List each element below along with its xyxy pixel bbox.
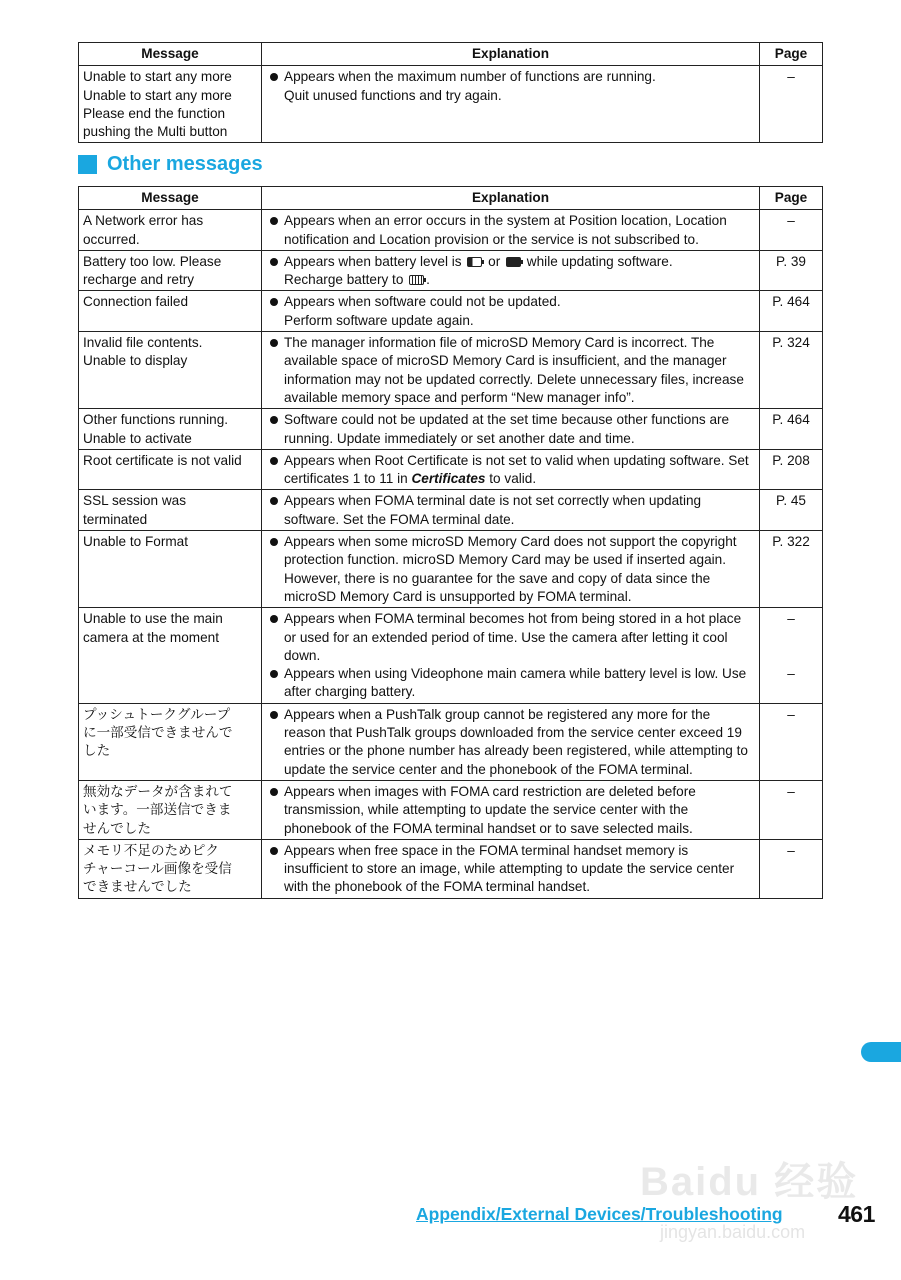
page-reference: –: [787, 783, 795, 799]
explanation-text: or: [488, 253, 501, 269]
page-cell: [760, 703, 823, 780]
header-page: Page: [760, 43, 823, 66]
table-row: [79, 291, 823, 332]
page-cell: [760, 531, 823, 608]
message-cell: Connection failed: [79, 291, 262, 332]
table-row: [79, 608, 823, 703]
page-reference: P. 324: [772, 335, 810, 351]
message-cell: Unable to use the main camera at the moment: [79, 608, 262, 703]
message-cell: SSL session was terminated: [79, 490, 262, 531]
table-row: [79, 449, 823, 490]
explanation-bullet: Appears when images with FOMA card restriction are deleted before transmission, while attempting to update the service center with the phonebook of the FOMA terminal handset or to save selected mails.: [268, 783, 753, 838]
explanation-text: Recharge battery to: [284, 272, 404, 288]
table-row: [79, 703, 823, 780]
explanation-text: to valid.: [489, 471, 537, 487]
page-reference: –: [787, 213, 795, 229]
table-row: [79, 839, 823, 898]
explanation-bullet: Appears when FOMA terminal becomes hot from being stored in a hot place or used for an extended period of time. Use the camera after letting it cool down.: [268, 610, 753, 665]
watermark-url: jingyan.baidu.com: [660, 1222, 806, 1242]
explanation-text: .: [426, 272, 430, 288]
explanation-cell: [262, 490, 760, 531]
page-number: 461: [838, 1201, 875, 1227]
explanation-cell: [262, 608, 760, 703]
page-cell: [760, 332, 823, 409]
explanation-text: while updating software.: [526, 253, 673, 269]
explanation-text: Appears when battery level is: [284, 253, 462, 269]
explanation-cell: [262, 531, 760, 608]
explanation-bullet: Appears when using Videophone main camera while battery level is low. Use after charging battery.: [268, 665, 753, 702]
other-messages-table: [78, 186, 823, 899]
explanation-cell: [262, 291, 760, 332]
section-heading: [78, 151, 263, 177]
page-reference: –: [787, 706, 795, 722]
page-reference: P. 208: [772, 452, 810, 468]
section-square-icon: [78, 155, 97, 174]
page-cell: [760, 608, 823, 703]
explanation-bullet: Software could not be updated at the set time because other functions are running. Update immediately or set another date and time.: [268, 411, 753, 448]
message-cell: Battery too low. Please recharge and retry: [79, 250, 262, 291]
header-explanation: Explanation: [262, 43, 760, 66]
explanation-cell: [262, 210, 760, 251]
explanation-cell: [262, 66, 760, 143]
page-cell: [760, 409, 823, 450]
table-row: [79, 490, 823, 531]
battery-full-icon: [409, 275, 424, 285]
page-cell: [760, 780, 823, 839]
page-reference: –: [787, 665, 795, 681]
chapter-tab: [861, 1042, 901, 1062]
explanation-cell: [262, 839, 760, 898]
explanation-cell: [262, 332, 760, 409]
page-reference: –: [787, 611, 795, 627]
section-title: Other messages: [107, 152, 263, 175]
explanation-bullet: Appears when some microSD Memory Card does not support the copyright protection function. microSD Memory Card may be used if inserted again. However, there is no guarantee for the save and copy of data since the microSD Memory Card is unsupported by FOMA terminal.: [268, 533, 753, 606]
message-cell: Other functions running. Unable to activate: [79, 409, 262, 450]
table-header-row: [79, 43, 823, 66]
explanation-bullet: Appears when an error occurs in the system at Position location, Location notification and Location provision or the service is not subscribed to.: [268, 212, 753, 249]
explanation-cell: [262, 780, 760, 839]
page-cell: [760, 449, 823, 490]
table-row: [79, 66, 823, 143]
page-reference: P. 39: [776, 253, 806, 269]
table-row: [79, 250, 823, 291]
table-row: [79, 332, 823, 409]
table-row: [79, 210, 823, 251]
explanation-bullet: Appears when the maximum number of functions are running. Quit unused functions and try again.: [268, 68, 753, 105]
message-cell: Unable to Format: [79, 531, 262, 608]
page-reference: P. 322: [772, 534, 810, 550]
message-cell: Unable to start any more Unable to start any more Please end the function pushing the Multi button: [79, 66, 262, 143]
header-page: Page: [760, 187, 823, 210]
page-cell: [760, 210, 823, 251]
table-row: [79, 531, 823, 608]
top-message-table: [78, 42, 823, 143]
explanation-bullet: [268, 253, 753, 290]
page-cell: [760, 490, 823, 531]
page-reference: –: [787, 842, 795, 858]
page-cell: [760, 291, 823, 332]
explanation-bullet: Appears when a PushTalk group cannot be registered any more for the reason that PushTalk groups downloaded from the service center exceed 19 entries or the phone number has already been registered, while attempting to update the service center and the phonebook of the FOMA terminal.: [268, 706, 753, 779]
explanation-cell: [262, 250, 760, 291]
message-cell: 無効なデータが含まれて います。一部送信できま せんでした: [79, 780, 262, 839]
message-cell: プッシュトークグループ に一部受信できませんで した: [79, 703, 262, 780]
explanation-bullet: Appears when software could not be updated. Perform software update again.: [268, 293, 753, 330]
table-row: [79, 409, 823, 450]
battery-level-0-icon: [506, 257, 521, 267]
message-cell: A Network error has occurred.: [79, 210, 262, 251]
page-reference: P. 464: [772, 294, 810, 310]
watermark-logo: Baidu 经验: [640, 1160, 859, 1204]
page-cell: [760, 250, 823, 291]
explanation-bullet: Appears when FOMA terminal date is not set correctly when updating software. Set the FOMA terminal date.: [268, 492, 753, 529]
certificates-menu-name: Certificates: [411, 471, 486, 487]
header-message: Message: [79, 43, 262, 66]
explanation-bullet: Appears when free space in the FOMA terminal handset memory is insufficient to store an image, while attempting to update the service center with the phonebook of the FOMA terminal handset.: [268, 842, 753, 897]
message-cell: メモリ不足のためピク チャーコール画像を受信 できませんでした: [79, 839, 262, 898]
header-message: Message: [79, 187, 262, 210]
explanation-bullet: [268, 452, 753, 489]
table-header-row: [79, 187, 823, 210]
page-cell: [760, 839, 823, 898]
footer-chapter-link[interactable]: Appendix/External Devices/Troubleshooting: [416, 1204, 783, 1224]
explanation-cell: [262, 703, 760, 780]
message-cell: Root certificate is not valid: [79, 449, 262, 490]
page-reference: P. 45: [776, 493, 806, 509]
page-reference: –: [787, 69, 795, 85]
page-cell: [760, 66, 823, 143]
message-cell: Invalid file contents. Unable to display: [79, 332, 262, 409]
explanation-cell: [262, 449, 760, 490]
explanation-cell: [262, 409, 760, 450]
header-explanation: Explanation: [262, 187, 760, 210]
explanation-bullet: The manager information file of microSD Memory Card is incorrect. The available space of microSD Memory Card is insufficient, and the manager information may not be updated correctly. Delete unnecessary files, increase available memory space and perform “New manager info”.: [268, 334, 753, 407]
explanation-text: Appears when Root Certificate is not set to valid when updating software. Set certificates 1 to 11 in: [284, 452, 749, 487]
page-reference: P. 464: [772, 412, 810, 428]
table-row: [79, 780, 823, 839]
battery-level-1-icon: [467, 257, 482, 267]
